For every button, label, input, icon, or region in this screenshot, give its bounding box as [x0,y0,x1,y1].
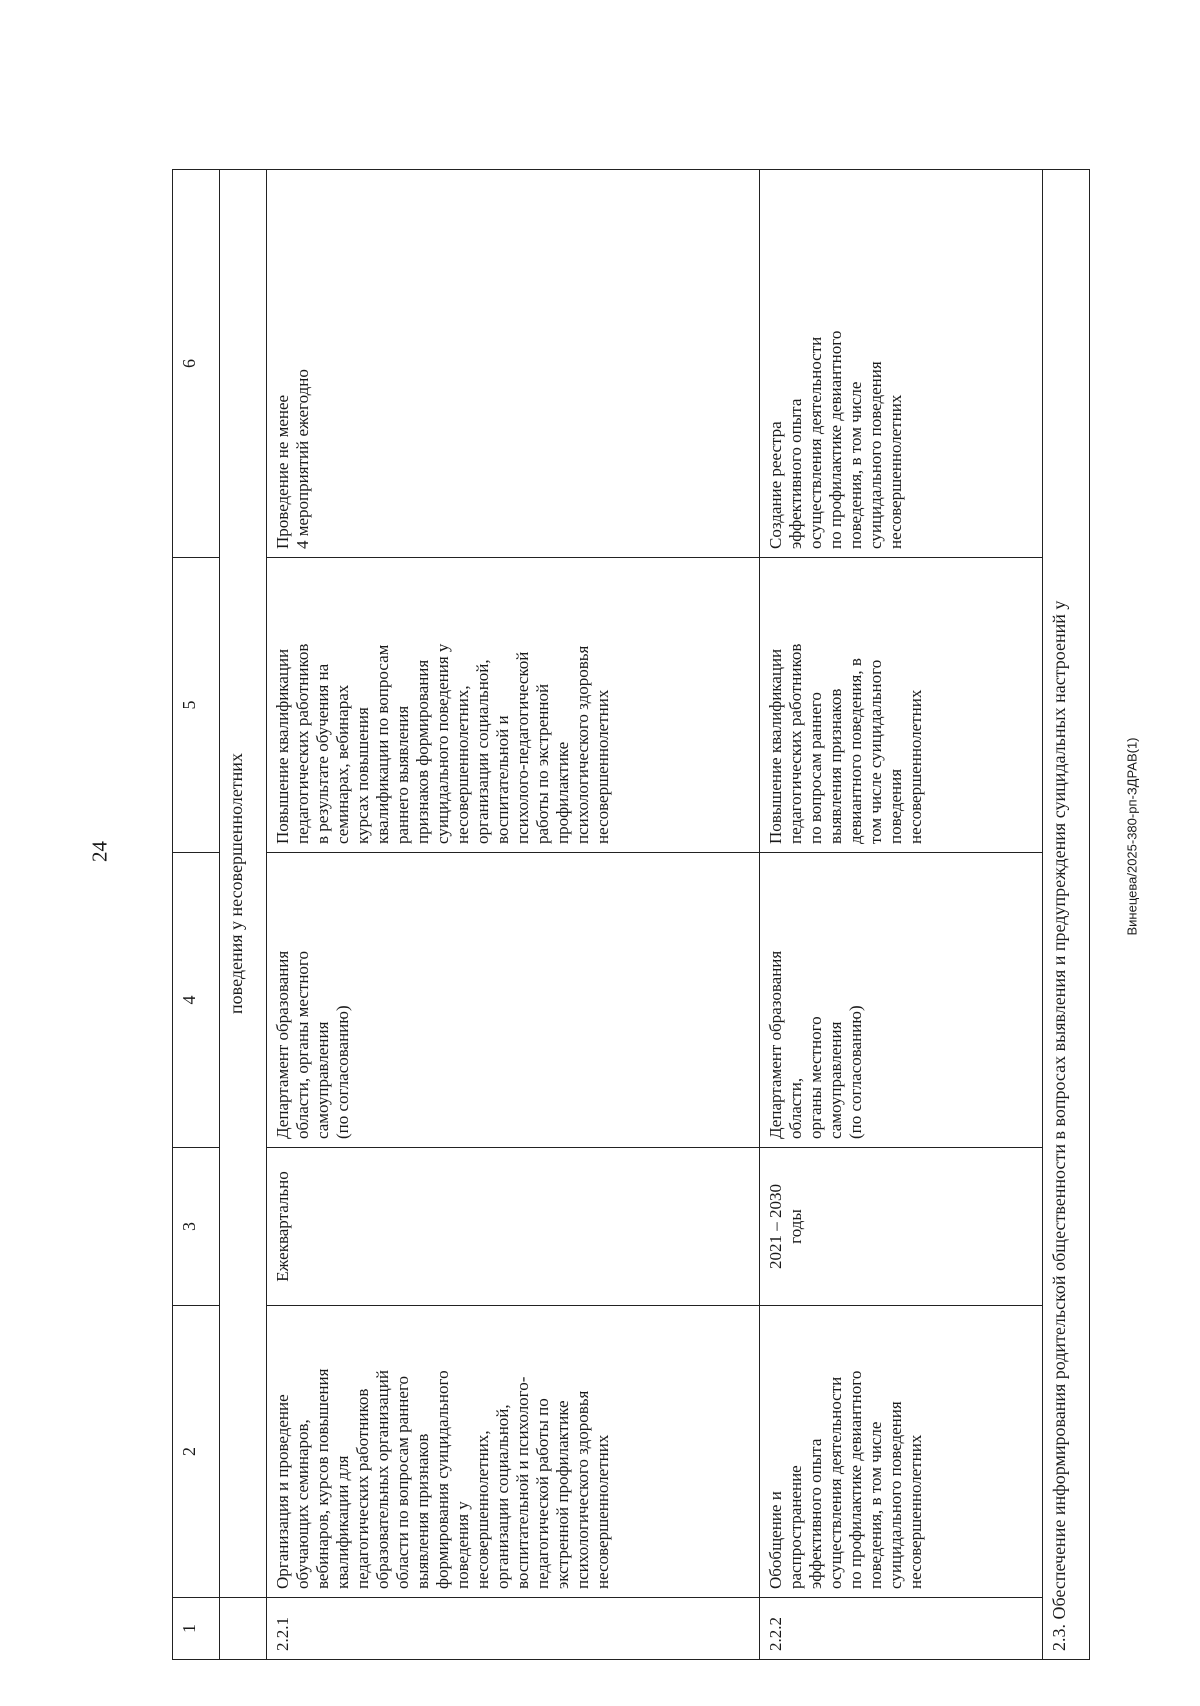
section-title: поведения у несовершеннолетних [220,170,267,1598]
activity-cell: Организация и проведение обучающих семинаров, вебинаров, курсов повышения квалификации для педагогических работников образовательных организаций области по вопросам раннего выявления признаков формирования суицидального поведения у несовершеннолетних, организации социальной, воспитательной и психолого- педагогической работы по экстренной профилактике психологического здоровья несовершеннолетних [267,1306,760,1598]
header-cell: 3 [173,1148,220,1306]
header-row [173,170,220,1660]
next-section-row [1043,170,1090,1660]
header-cell: 2 [173,1306,220,1598]
indicator-cell: Проведение не менее 4 мероприятий ежегодно [267,170,760,558]
next-section-title: 2.3. Обеспечение информирования родительской общественности в вопросах выявления и предупреждения суицидальных настроений у [1043,170,1090,1660]
term-cell: Ежеквартально [267,1148,760,1306]
page-number: 24 [87,841,112,862]
row-number: 2.2.1 [267,1598,760,1660]
header-cell: 4 [173,853,220,1148]
document-code: Винецева/2025-380-рп-ЗДРАВ(1) [1124,737,1140,936]
result-cell: Повышение квалификации педагогических работников в результате обучения на семинарах, вебинарах курсах повышения квалификации по вопросам раннего выявления признаков формирования суицидального поведения у несовершеннолетних, организации социальной, воспитательной и психолого-педагогической работы по экстренной профилактике психологического здоровья несовершеннолетних [267,558,760,853]
activity-cell: Обобщение и распространение эффективного опыта осуществления деятельности по профилактике девиантного поведения, в том числе суицидального поведения несовершеннолетних [760,1306,1043,1598]
executors-cell: Департамент образования области, органы местного самоуправления (по согласованию) [760,853,1043,1148]
executors-cell: Департамент образования области, органы местного самоуправления (по согласованию) [267,853,760,1148]
activities-table [172,169,1090,1660]
table-row [267,170,760,1660]
header-cell: 6 [173,170,220,558]
header-cell: 5 [173,558,220,853]
result-cell: Повышение квалификации педагогических работников по вопросам раннего выявления признаков девиантного поведения, в том числе суицидального поведения несовершеннолетних [760,558,1043,853]
row-number: 2.2.2 [760,1598,1043,1660]
table-row [760,170,1043,1660]
indicator-cell: Создание реестра эффективного опыта осуществления деятельности по профилактике девиантного поведения, в том числе суицидального поведения несовершеннолетних [760,170,1043,558]
section-spacer [220,1598,267,1660]
header-cell: 1 [173,1598,220,1660]
term-cell: 2021 – 2030 годы [760,1148,1043,1306]
rotated-table-sheet [172,170,1072,1660]
section-row [220,170,267,1660]
